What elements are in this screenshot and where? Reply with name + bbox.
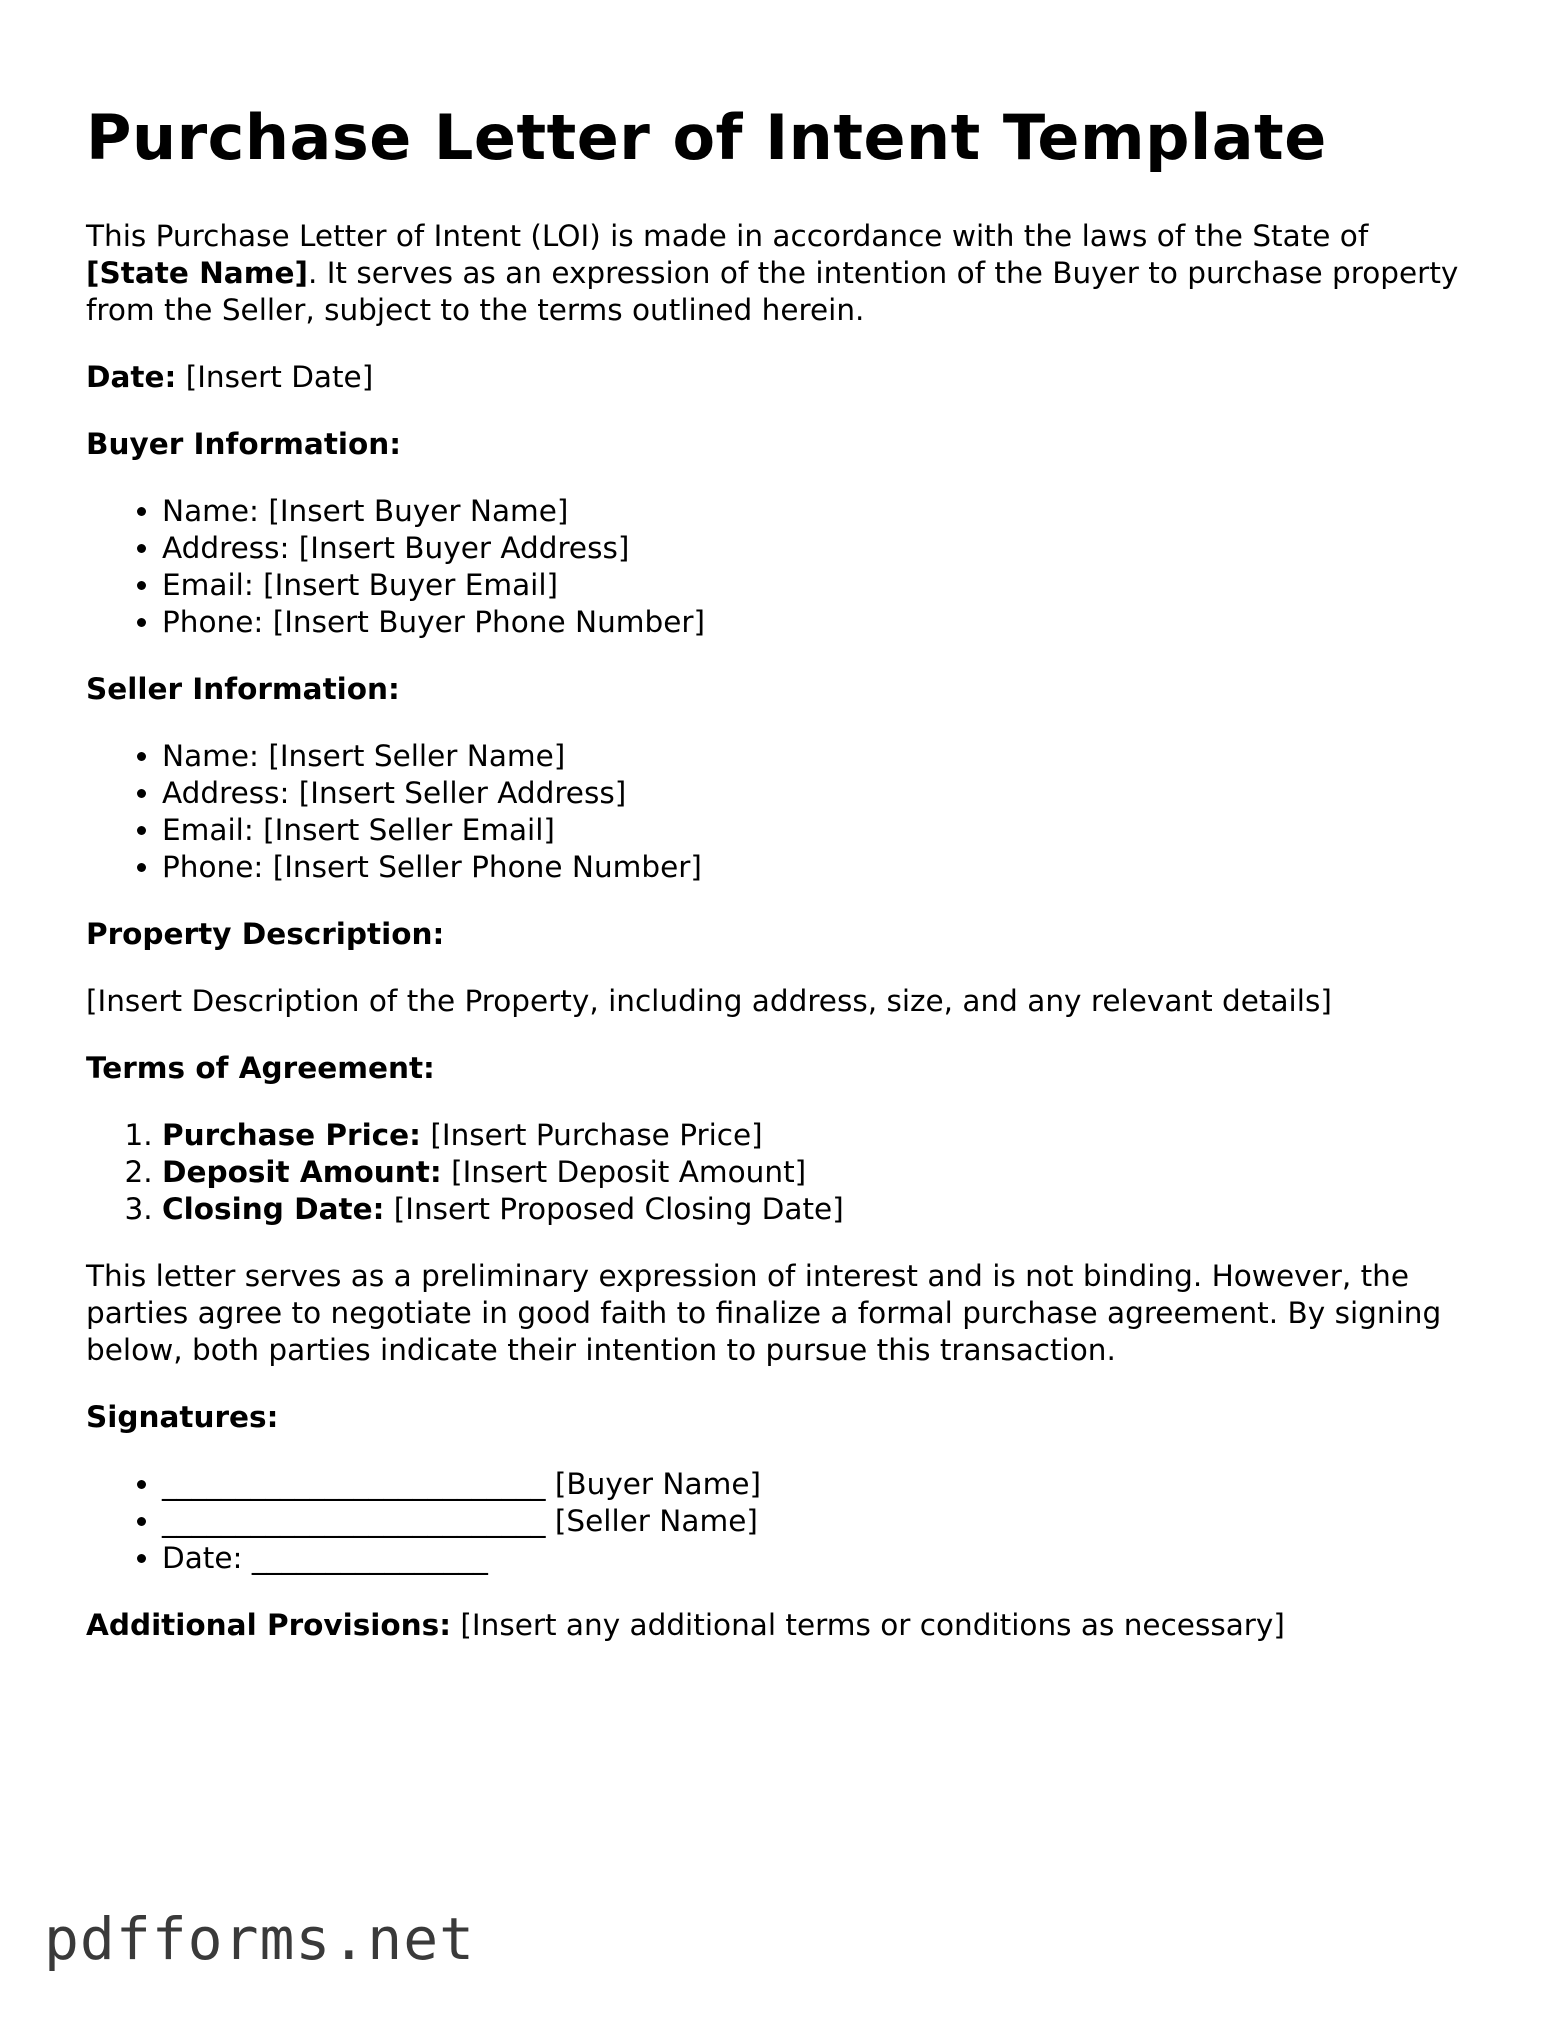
intro-text: This Purchase Letter of Intent (LOI) is made in accordance with the laws of the State of <box>86 219 1369 253</box>
term-value: [Insert Purchase Price] <box>430 1118 763 1152</box>
list-item: • Email: [Insert Seller Email] <box>162 812 1486 849</box>
list-item: • Name: [Insert Buyer Name] <box>162 493 1486 530</box>
list-item: • Email: [Insert Buyer Email] <box>162 567 1486 604</box>
signatures-heading: Signatures: <box>86 1400 279 1434</box>
list-item <box>162 1466 1486 1503</box>
date-signature-line: Date: ________________ <box>162 1541 488 1575</box>
term-label: Purchase Price: <box>162 1118 421 1152</box>
signature-line: __________________________ <box>162 1467 546 1501</box>
signature-label: [Seller Name] <box>545 1504 758 1538</box>
term-value: [Insert Proposed Closing Date] <box>393 1192 844 1226</box>
signature-label: [Buyer Name] <box>545 1467 761 1501</box>
list-item: • Name: [Insert Seller Name] <box>162 738 1486 775</box>
buyer-heading: Buyer Information: <box>86 427 402 461</box>
list-item: • Address: [Insert Seller Address] <box>162 775 1486 812</box>
list-item: • Phone: [Insert Seller Phone Number] <box>162 849 1486 886</box>
document-page <box>86 98 1486 1674</box>
list-item <box>162 1154 1486 1191</box>
list-item: • Phone: [Insert Buyer Phone Number] <box>162 604 1486 641</box>
intro-paragraph <box>86 218 1486 329</box>
term-value: [Insert Deposit Amount] <box>451 1155 807 1189</box>
date-line <box>86 359 1486 396</box>
list-item <box>162 1503 1486 1540</box>
list-item <box>162 1191 1486 1228</box>
seller-list <box>86 738 1486 886</box>
closing-paragraph: This letter serves as a preliminary expression of interest and is not binding. However, the parties agree to negotiate in good faith to finalize a formal purchase agreement. By signing below, both parties indicate their intention to pursue this transaction. <box>86 1259 1442 1367</box>
intro-rest: . It serves as an expression of the intention of the Buyer to purchase property from the Seller, subject to the terms outlined herein. <box>86 256 1459 327</box>
terms-list <box>86 1117 1486 1228</box>
term-label: Deposit Amount: <box>162 1155 442 1189</box>
property-heading: Property Description: <box>86 917 445 951</box>
additional-provisions <box>86 1607 1486 1644</box>
watermark-logo: pdfforms.net <box>44 1905 476 1973</box>
document-title: Purchase Letter of Intent Template <box>86 101 1327 174</box>
list-item <box>162 1540 1486 1577</box>
term-label: Closing Date: <box>162 1192 385 1226</box>
signatures-list <box>86 1466 1486 1577</box>
date-label: Date: <box>86 360 177 394</box>
date-value: [Insert Date] <box>185 360 374 394</box>
additional-value: [Insert any additional terms or conditions as necessary] <box>460 1608 1285 1642</box>
additional-label: Additional Provisions: <box>86 1608 452 1642</box>
terms-heading: Terms of Agreement: <box>86 1051 435 1085</box>
list-item <box>162 1117 1486 1154</box>
state-name-placeholder: [State Name] <box>86 256 308 290</box>
signature-line: __________________________ <box>162 1504 546 1538</box>
seller-heading: Seller Information: <box>86 672 400 706</box>
property-description: [Insert Description of the Property, including address, size, and any relevant details] <box>86 984 1332 1018</box>
list-item: • Address: [Insert Buyer Address] <box>162 530 1486 567</box>
buyer-list <box>86 493 1486 641</box>
